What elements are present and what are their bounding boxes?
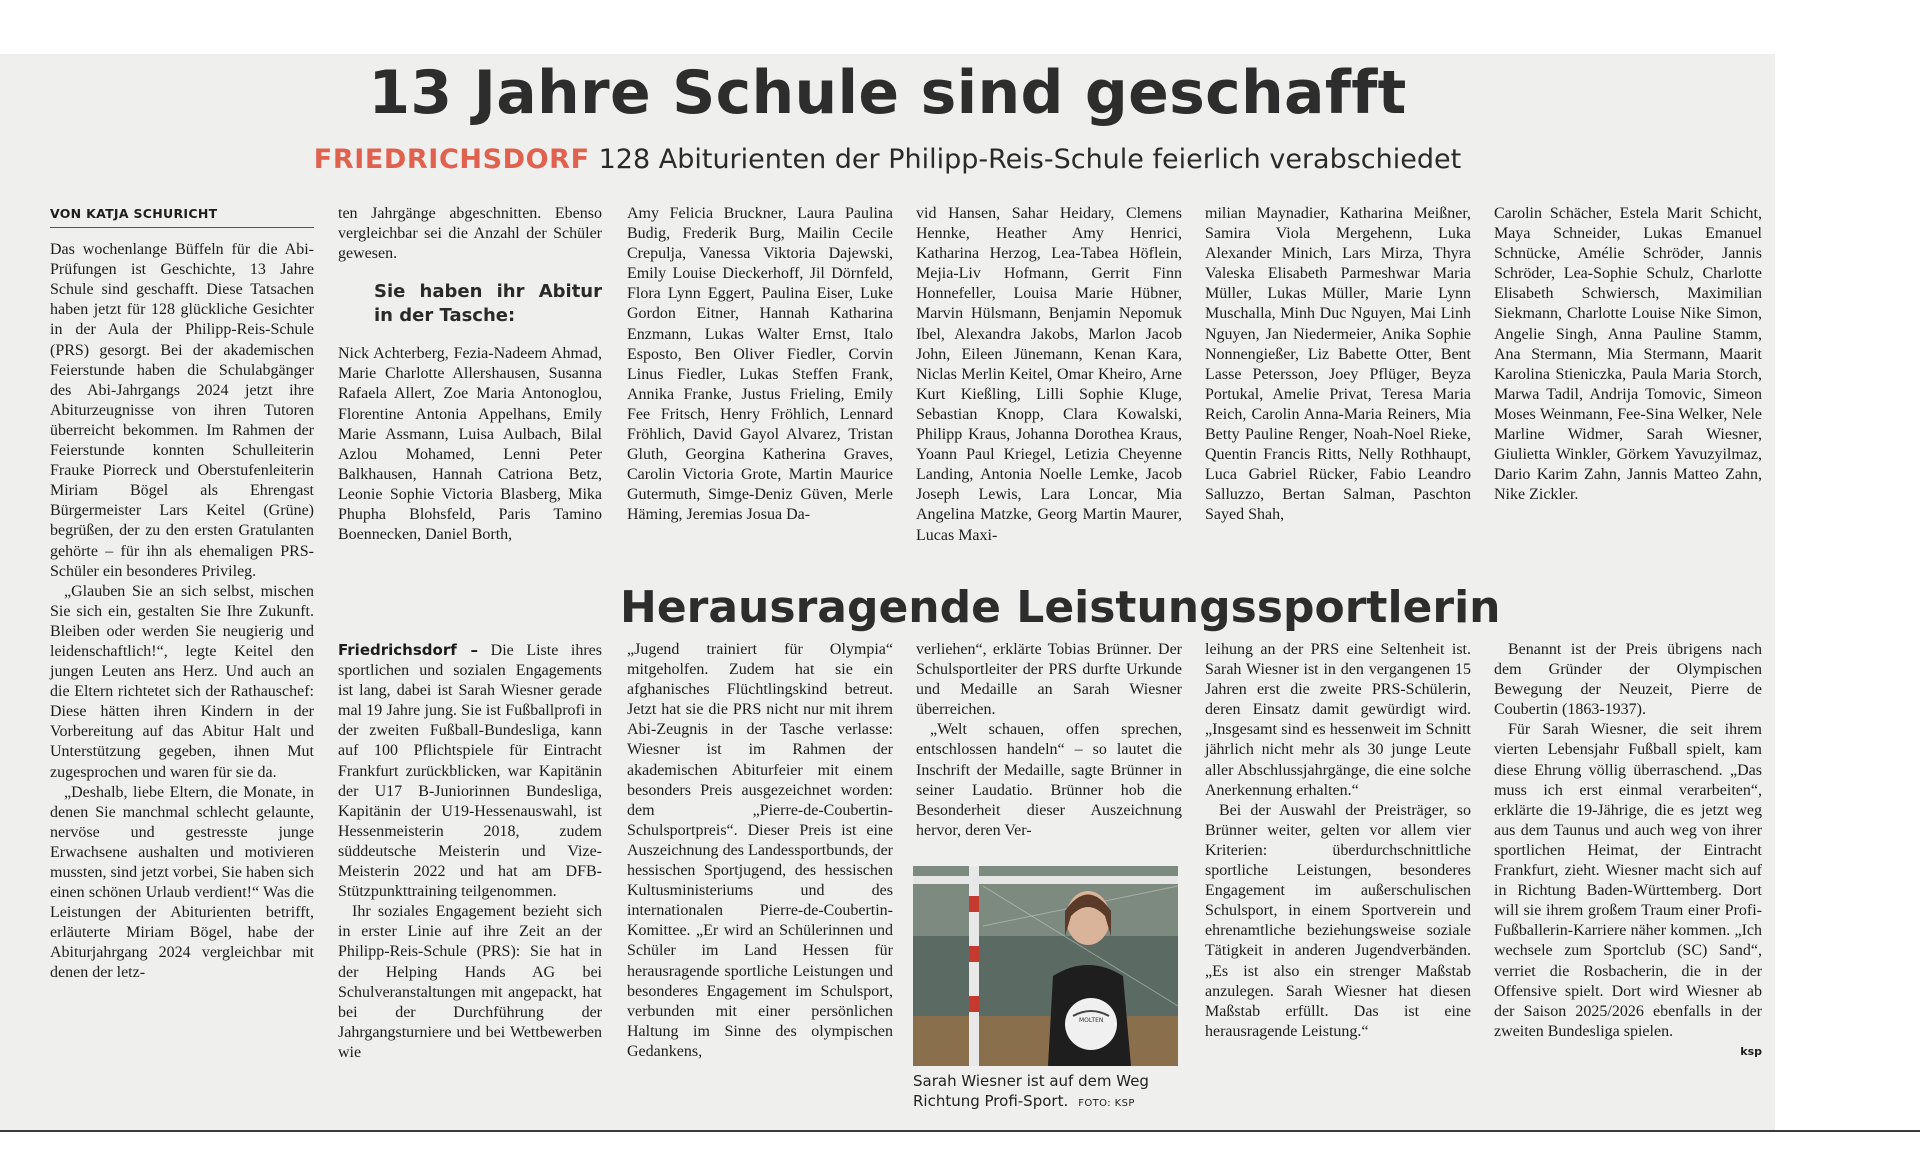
article-column-2	[338, 204, 602, 545]
paragraph: Für Sarah Wiesner, die seit ihrem vierten Lebensjahr Fußball spielt, kam diese Ehrung völlig überraschend. „Das muss ich erst einmal verarbeiten“, erklärte die 19-Jährige, die es jetzt weg aus dem Taunus und auch weg von ihrer sportlichen Heimat, der Eintracht Frankfurt, zieht. Wiesner macht sich auf in Richtung Baden-Württemberg. Dort will sie ihrem großem Traum einer Profi-Fußballerin-Karriere näher kommen. „Ich wechsele zum Sportclub (SC) Sand“, verriet die Rosbacherin, die in der Offensive spielt. Dort wird Wiesner ab der Saison 2025/2026 ebenfalls in der zweiten Bundesliga spielen.	[1494, 721, 1762, 1040]
paragraph: Ihr soziales Engagement bezieht sich in erster Linie auf ihre Zeit an der Philipp-Reis-Schule (PRS): Sie hat in der Helping Hands AG bei Schulveranstaltungen mit angepackt, hat bei der Durchführung der Jahrgangsturniere und bei Wettbewerben wie	[338, 903, 602, 1061]
sport-article-column-5	[1494, 640, 1762, 1062]
scan-edge-line	[0, 1130, 1920, 1132]
sidebar-headline: Herausragende Leistungssportlerin	[620, 582, 1501, 633]
sport-article-column-2	[627, 640, 893, 1062]
athlete-photo-image	[913, 866, 1178, 1066]
sport-article-column-1	[338, 640, 602, 1063]
graduates-names-column: Carolin Schächer, Estela Marit Schicht, Maya Schneider, Lukas Emanuel Schnücke, Amélie Schröder, Jannis Schröder, Lea-Sophie Schulz, Charlotte Elisabeth Schwiersch, Maximilian Siekmann, Charlotte Louise Nike Simon, Angelie Singh, Anna Pauline Stamm, Ana Stermann, Mia Stermann, Maarit Karolina Stieniczka, Paula Maria Storch, Marwa Tadil, Andrija Tomovic, Simeon Moses Weinmann, Fee-Sina Welker, Nele Marline Widmer, Sarah Wiesner, Giulietta Winkler, Görkem Yavuzyilmaz, Dario Karim Zahn, Jannis Matteo Zahn, Nike Zickler.	[1494, 205, 1762, 504]
caption-text: Sarah Wiesner ist auf dem Weg Richtung Profi-Sport.	[913, 1072, 1149, 1110]
paragraph: Bei der Auswahl der Preisträger, so Brünner weiter, gelten vor allem vier Kriterien: überdurchschnittliche sportliche Leistungen, besonderes Engagement im außerschulischen Schulsport, in einem Sportverein und ehrenamtliche beziehungsweise soziale Tätigkeit in anderen Jugendverbänden. „Es ist also ein strenger Maßstab anzulegen. Sarah Wiesner hat diesen Maßstab erfüllt. Das ist eine herausragende Leistung.“	[1205, 801, 1471, 1040]
paragraph: „Jugend trainiert für Olympia“ mitgeholfen. Zudem hat sie ein afghanisches Flüchtlingskind betreut. Jetzt hat sie die PRS nicht nur mit ihrem Abi-Zeugnis in der Tasche verlasse: Wiesner ist im Rahmen der akademischen Abiturfeier mit einem besonders Preis ausgezeichnet worden: dem „Pierre-de-Coubertin-Schulsportpreis“. Dieser Preis ist eine Auszeichnung des Landessportbunds, der hessischen Sportjugend, des hessischen Kultusministeriums und des internationalen Pierre-de-Coubertin-Komittee. „Er wird an Schülerinnen und Schüler im Land Hessen für herausragende sportliche Leistungen und besonderes Engagement im Schulsport, verbunden mit einer persönlichen Haltung im Sinne des olympischen Gedankens,	[627, 641, 893, 1060]
author-signature: ksp	[1740, 1044, 1762, 1058]
paragraph: ten Jahrgänge abgeschnitten. Ebenso vergleichbar sei die Anzahl der Schüler gewesen.	[338, 205, 602, 263]
graduates-names: Nick Achterberg, Fezia-Nadeem Ahmad, Marie Charlotte Allershausen, Susanna Rafaela Allert, Zoe Maria Antonoglou, Florentine Antonia Appelhans, Emily Marie Assmann, Luisa Aulbach, Bilal Azlou Mohamed, Lenni Peter Balkhausen, Hannah Catriona Betz, Leonie Sophie Victoria Blasberg, Mika Phupha Blohsfeld, Paris Tamino Boennecken, Daniel Borth,	[338, 345, 602, 544]
graduates-names-column: milian Maynadier, Katharina Meißner, Samira Viola Mergehenn, Luka Alexander Minich, Lars Mirza, Thyra Valeska Elisabeth Parmeshwar Maria Müller, Lukas Müller, Marie Lynn Muschalla, Minh Duc Nguyen, Mai Linh Nguyen, Jan Niedermeier, Anika Sophie Nonnengießer, Liz Babette Otter, Bent Lasse Petersson, Joey Pflüger, Beyza Portukal, Amelie Privat, Teresa Maria Reich, Carolin Anna-Maria Reiners, Mia Betty Pauline Renger, Noah-Noel Rieke, Quentin Francis Ritts, Nelly Rothhaupt, Luca Gabriel Rücker, Fabio Leandro Salluzzo, Bertan Salman, Paschton Sayed Shah,	[1205, 205, 1471, 524]
byline: VON KATJA SCHURICHT	[50, 204, 314, 228]
paragraph	[338, 640, 602, 902]
article-headline: 13 Jahre Schule sind geschafft	[368, 58, 1407, 128]
ball-brand: MOLTEN	[1079, 1017, 1104, 1024]
paragraph: Das wochenlange Büffeln für die Abi-Prüfungen ist Geschichte, 13 Jahre Schule sind geschafft. Diese Tatsachen haben jetzt für 128 glückliche Gesichter in der Aula der Philipp-Reis-Schule (PRS) gesorgt. Bei der akademischen Feierstunde haben die Schulabgänger des Abi-Jahrgangs 2024 jetzt ihre Abiturzeugnisse von ihren Tutoren überreicht bekommen. Im Rahmen der Feierstunde konnten Schulleiterin Frauke Piorreck und Oberstufenleiterin Miriam Bögel als Ehrengast Bürgermeister Lars Keitel (Grüne) begrüßen, der zu den ersten Gratulanten gehörte – für ihn als ehemaligen PRS-Schüler ein besonderes Privileg.	[50, 241, 314, 580]
paragraph: „Welt schauen, offen sprechen, entschlossen handeln“ – so lautet die Inschrift der Medaille, sagte Brünner in seiner Laudatio. Brünner hob die Besonderheit dieser Auszeichnung hervor, deren Ver-	[916, 721, 1182, 839]
photo-caption	[913, 1071, 1181, 1114]
dateline: Friedrichsdorf –	[338, 641, 479, 659]
sport-article-column-4	[1205, 640, 1471, 1042]
paragraph: „Deshalb, liebe Eltern, die Monate, in denen Sie manchmal schlecht gelaunte, nervöse und gestresste junge Erwachsene aushalten und motivieren mussten, sind jetzt vorbei, Sie haben sich einen schönen Urlaub verdient!“ Was die Leistungen der Abiturienten betrifft, erläuterte Miriam Bögel, habe der Abiturjahrgang 2024 vergleichbar mit denen der letz-	[50, 783, 314, 982]
paragraph: verliehen“, erklärte Tobias Brünner. Der Schulsportleiter der PRS durfte Urkunde und Medaille an Sarah Wiesner überreichen.	[916, 641, 1182, 719]
graduates-list-heading: Sie haben ihr Abitur in der Tasche:	[374, 281, 602, 327]
article-column-1	[50, 204, 314, 984]
paragraph-text: Die Liste ihres sportlichen und sozialen Engagements ist lang, dabei ist Sarah Wiesner gerade mal 19 Jahre jung. Sie ist Fußballprofi in der zweiten Fußball-Bundesliga, kann auf 100 Pflichtspiele für Eintracht Frankfurt zurückblicken, war Kapitänin der U17 B-Juniorinnen Bundesliga, Kapitänin der U19-Hessenauswahl, ist Hessenmeisterin 2018, zudem süddeutsche Meisterin und Vize-Meisterin 2022 und hat am DFB-Stützpunkttraining teilgenommen.	[338, 642, 602, 901]
graduates-names-column: Amy Felicia Bruckner, Laura Paulina Budig, Frederik Burg, Mailin Cecile Crepulja, Vanessa Viktoria Dajewski, Emily Louise Dieckerhoff, Jil Dörnfeld, Flora Lynn Eggert, Paulina Eiser, Luke Gordon Eitner, Hannah Katharina Enzmann, Lukas Walter Ernst, Italo Esposto, Ben Oliver Fiedler, Corvin Linus Fiedler, Lukas Steffen Frank, Annika Franke, Justus Frieling, Emily Fee Fritsch, Henry Fröhlich, Lennard Fröhlich, David Gayol Alvarez, Tristan Gluth, Georgina Katherina Graves, Carolin Victoria Grote, Martin Maurice Gutermuth, Simge-Deniz Güven, Merle Häming, Jeremias Josua Da-	[627, 205, 893, 524]
dateline-kicker: FRIEDRICHSDORF	[313, 144, 590, 175]
subheadline-text: 128 Abiturienten der Philipp-Reis-Schule feierlich verabschiedet	[598, 144, 1462, 175]
newspaper-page	[0, 54, 1775, 1130]
athlete-photo	[913, 866, 1178, 1066]
photo-credit: FOTO: KSP	[1078, 1098, 1135, 1109]
paragraph: leihung an der PRS eine Seltenheit ist. Sarah Wiesner ist in den vergangenen 15 Jahren erst die zweite PRS-Schülerin, deren Einsatz damit gewürdigt wird. „Insgesamt sind es hessenweit im Schnitt jährlich nicht mehr als 30 junge Leute aller Abschlussjahrgänge, die eine solche Anerkennung erhalten.“	[1205, 641, 1471, 799]
article-subheadline	[0, 144, 1775, 175]
paragraph: Benannt ist der Preis übrigens nach dem Gründer der Olympischen Bewegung der Neuzeit, Pierre de Coubertin (1863-1937).	[1494, 641, 1762, 719]
sport-article-column-3	[916, 640, 1182, 841]
graduates-names-column: vid Hansen, Sahar Heidary, Clemens Hennke, Heather Amy Henrici, Katharina Herzog, Lea-Tabea Höflein, Mejia-Liv Hofmann, Gerrit Finn Honnefeller, Louisa Marie Hübner, Marvin Hülsmann, Benjamin Nepomuk Ibel, Alexandra Jakobs, Marlon Jacob John, Eileen Jünemann, Kenan Kara, Niclas Merlin Keitel, Omar Kheiro, Arne Kurt Kießling, Lilli Sophie Kluge, Sebastian Knopp, Clara Kowalski, Philipp Kraus, Johanna Dorothea Kraus, Yoann Paul Kriegel, Letizia Cheyenne Landing, Antonia Noelle Lemke, Jacob Joseph Lewis, Lara Loncar, Mia Angelina Matzke, Georg Martin Maurer, Lucas Maxi-	[916, 205, 1182, 544]
paragraph: „Glauben Sie an sich selbst, mischen Sie sich ein, gestalten Sie Ihre Zukunft. Bleiben oder werden Sie neugierig und leidenschaftlich!“, legte Keitel den jungen Leuten ans Herz. Und auch an die Eltern richtetet sich der Rathauschef: Diese hätten ihren Kindern in der Vorbereitung auf das Abitur Halt und Unterstützung gegeben, ihnen Mut zugesprochen und waren für sie da.	[50, 582, 314, 781]
